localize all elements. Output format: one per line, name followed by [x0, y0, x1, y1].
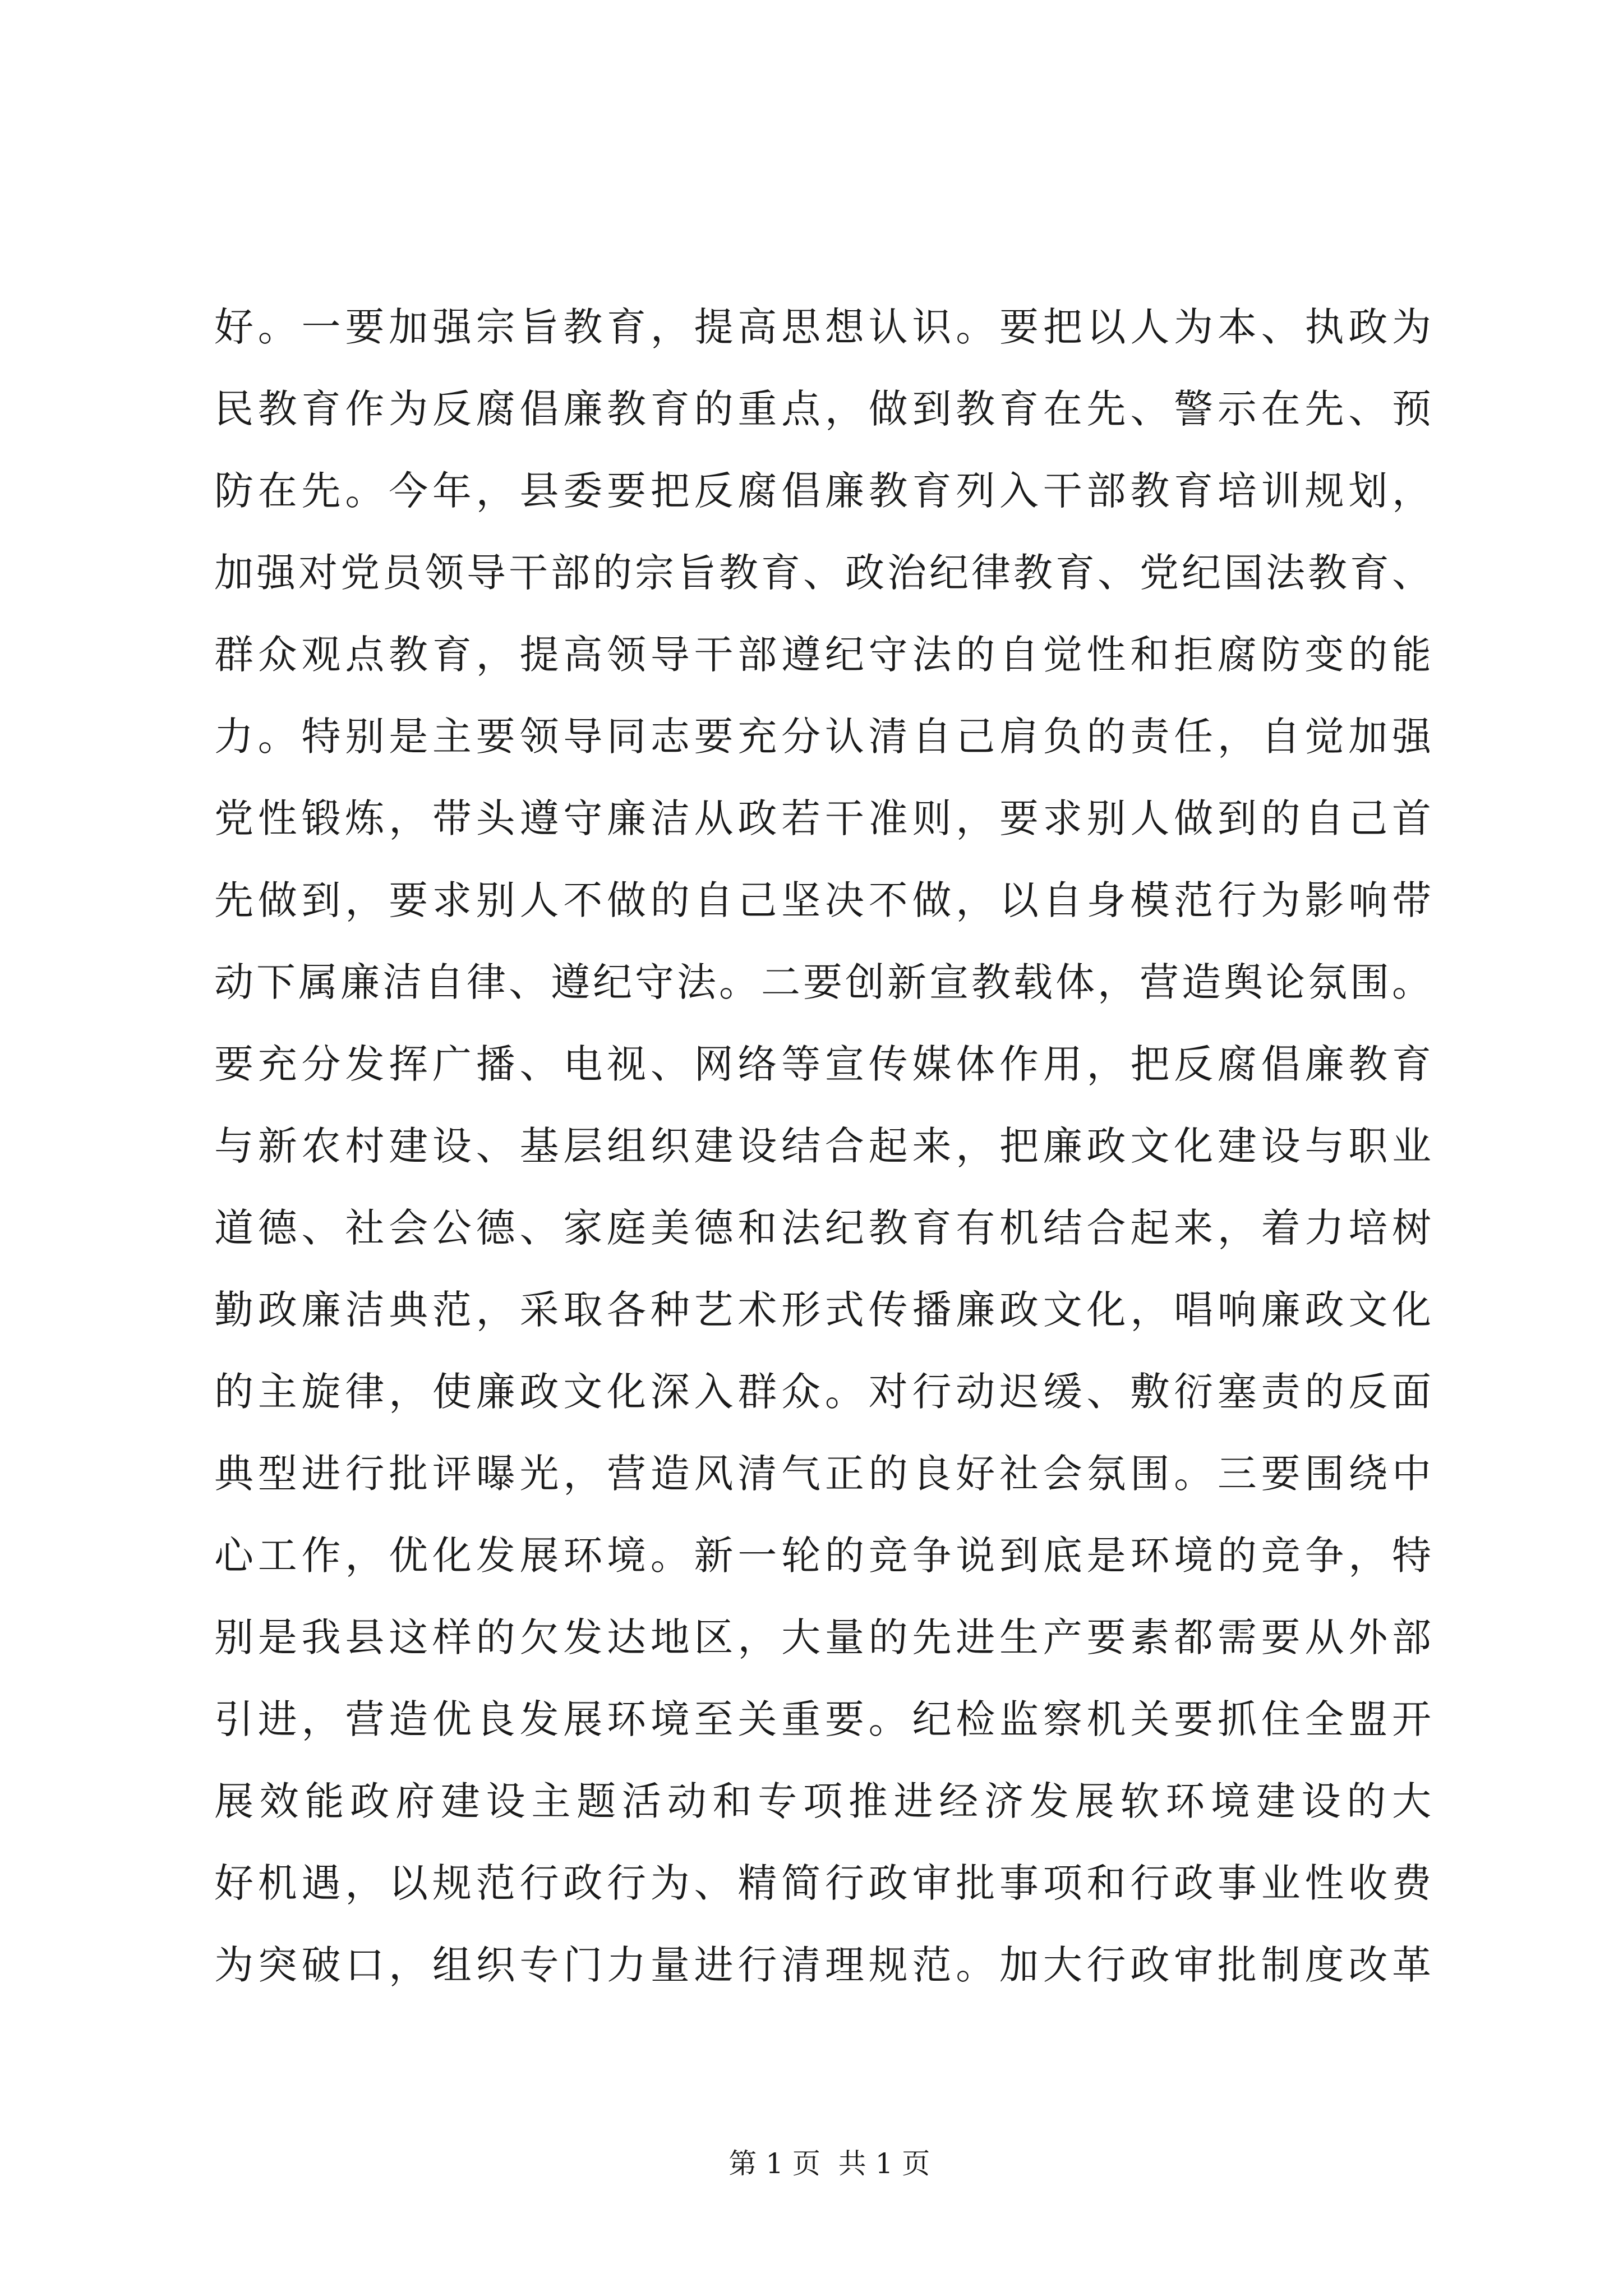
page-footer	[0, 2105, 1623, 2223]
text-line: 力。特别是主要领导同志要充分认清自己肩负的责任，自觉加强	[214, 714, 1431, 760]
text-line: 展效能政府建设主题活动和专项推进经济发展软环境建设的大	[214, 1778, 1431, 1824]
text-line: 的主旋律，使廉政文化深入群众。对行动迟缓、敷衍塞责的反面	[214, 1369, 1431, 1415]
text-line: 好。一要加强宗旨教育，提高思想认识。要把以人为本、执政为	[214, 304, 1431, 350]
text-line: 防在先。今年，县委要把反腐倡廉教育列入干部教育培训规划，	[214, 468, 1431, 514]
text-line: 群众观点教育，提高领导干部遵纪守法的自觉性和拒腐防变的能	[214, 632, 1431, 678]
text-line: 引进，营造优良发展环境至关重要。纪检监察机关要抓住全盟开	[214, 1696, 1431, 1742]
text-line: 要充分发挥广播、电视、网络等宣传媒体作用，把反腐倡廉教育	[214, 1041, 1431, 1087]
body-text	[214, 286, 1431, 2006]
text-line: 心工作，优化发展环境。新一轮的竞争说到底是环境的竞争，特	[214, 1533, 1431, 1579]
text-line: 加强对党员领导干部的宗旨教育、政治纪律教育、党纪国法教育、	[214, 550, 1431, 596]
text-line: 与新农村建设、基层组织建设结合起来，把廉政文化建设与职业	[214, 1123, 1431, 1169]
text-line: 先做到，要求别人不做的自己坚决不做，以自身模范行为影响带	[214, 877, 1431, 923]
text-line: 党性锻炼，带头遵守廉洁从政若干准则，要求别人做到的自己首	[214, 795, 1431, 841]
text-line: 典型进行批评曝光，营造风清气正的良好社会氛围。三要围绕中	[214, 1451, 1431, 1497]
text-line: 别是我县这样的欠发达地区，大量的先进生产要素都需要从外部	[214, 1614, 1431, 1660]
text-line: 民教育作为反腐倡廉教育的重点，做到教育在先、警示在先、预	[214, 386, 1431, 432]
text-line: 道德、社会公德、家庭美德和法纪教育有机结合起来，着力培树	[214, 1205, 1431, 1251]
text-line: 好机遇，以规范行政行为、精简行政审批事项和行政事业性收费	[214, 1860, 1431, 1906]
text-line: 动下属廉洁自律、遵纪守法。二要创新宣教载体，营造舆论氛围。	[214, 959, 1431, 1005]
text-line: 为突破口，组织专门力量进行清理规范。加大行政审批制度改革	[214, 1942, 1431, 1988]
page-number-label: 第 1 页 共 1 页	[728, 2147, 930, 2180]
text-line: 勤政廉洁典范，采取各种艺术形式传播廉政文化，唱响廉政文化	[214, 1287, 1431, 1333]
